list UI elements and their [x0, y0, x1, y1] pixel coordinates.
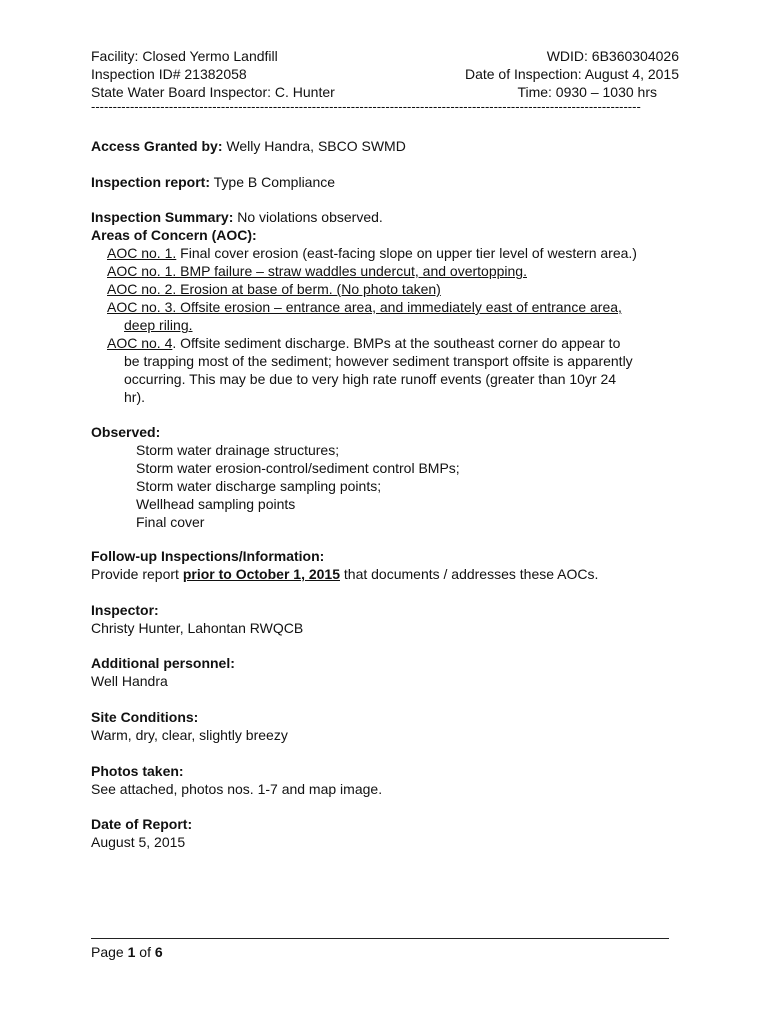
report-date-label: Date of Report:: [91, 816, 193, 832]
page-current: 1: [127, 944, 136, 960]
page-of: of: [135, 944, 155, 960]
aoc-item-5-cont3: hr).: [124, 389, 145, 405]
aoc-item-4-cont: deep riling.: [124, 317, 193, 333]
report-label: Inspection report:: [91, 174, 211, 190]
aoc-item-5-text: . Offsite sediment discharge. BMPs at the southeast corner do appear to: [172, 335, 621, 351]
inspector-value: Christy Hunter, Lahontan RWQCB: [91, 620, 304, 636]
access-label: Access Granted by:: [91, 138, 223, 154]
footer-divider: [91, 938, 669, 939]
aoc-item-5-prefix: AOC no. 4: [107, 335, 173, 351]
header-row-2: [91, 65, 679, 83]
report-date-value: August 5, 2015: [91, 834, 186, 850]
aoc-item-3: AOC no. 2. Erosion at base of berm. (No photo taken): [107, 281, 441, 297]
inspection-id: Inspection ID# 21382058: [91, 66, 247, 82]
observed-item: Storm water drainage structures;: [136, 442, 340, 458]
aoc-item-5-cont2: occurring. This may be due to very high rate runoff events (greater than 10yr 24: [124, 371, 617, 387]
photos-value: See attached, photos nos. 1-7 and map image.: [91, 781, 383, 797]
inspector-name: State Water Board Inspector: C. Hunter: [91, 84, 335, 100]
facility-label: Facility: Closed Yermo Landfill: [91, 48, 278, 64]
access-value: Welly Handra, SBCO SWMD: [222, 138, 406, 154]
photos-label: Photos taken:: [91, 763, 184, 779]
observed-item: Storm water erosion-control/sediment control BMPs;: [136, 460, 460, 476]
aoc-item-4-line: AOC no. 3. Offsite erosion – entrance area, and immediately east of entrance area,: [107, 299, 622, 315]
report-value: Type B Compliance: [210, 174, 336, 190]
inspection-summary: [91, 208, 691, 226]
followup-deadline: prior to October 1, 2015: [182, 566, 340, 582]
inspector-label: Inspector:: [91, 602, 159, 618]
aoc-item-1-prefix: AOC no. 1.: [107, 245, 177, 261]
inspection-report: [91, 173, 691, 191]
aoc-item-5: [107, 334, 687, 406]
conditions-label: Site Conditions:: [91, 709, 199, 725]
observed-item: Wellhead sampling points: [136, 496, 296, 512]
observed-item: Final cover: [136, 514, 205, 530]
header-divider: -------------------------------------------------------------------------------------------------------------------------------: [91, 100, 641, 114]
aoc-item-1: [107, 244, 687, 262]
aoc-item-1-text: Final cover erosion (east-facing slope on upper tier level of western area.): [176, 245, 637, 261]
page-number: [91, 943, 163, 961]
aoc-heading: Areas of Concern (AOC):: [91, 227, 257, 243]
aoc-item-5-cont1: be trapping most of the sediment; however sediment transport offsite is apparently: [124, 353, 633, 369]
page-total: 6: [154, 944, 163, 960]
aoc-item-4: [107, 298, 687, 334]
conditions-value: Warm, dry, clear, slightly breezy: [91, 727, 288, 743]
followup-label: Follow-up Inspections/Information:: [91, 548, 325, 564]
header-row-1: [91, 47, 679, 65]
personnel-value: Well Handra: [91, 673, 168, 689]
observed-item: Storm water discharge sampling points;: [136, 478, 382, 494]
date-of-inspection: Date of Inspection: August 4, 2015: [464, 66, 679, 82]
summary-value: No violations observed.: [233, 209, 383, 225]
summary-label: Inspection Summary:: [91, 209, 234, 225]
followup-pre: Provide report: [91, 566, 183, 582]
followup-post: that documents / addresses these AOCs.: [340, 566, 599, 582]
inspection-time: Time: 0930 – 1030 hrs: [517, 84, 657, 100]
personnel-label: Additional personnel:: [91, 655, 235, 671]
followup-text: [91, 565, 691, 583]
access-granted: [91, 137, 691, 155]
observed-label: Observed:: [91, 424, 161, 440]
header-row-3: [91, 83, 679, 101]
page-word: Page: [91, 944, 128, 960]
wdid-label: WDID: 6B360304026: [546, 48, 679, 64]
aoc-item-2: AOC no. 1. BMP failure – straw waddles undercut, and overtopping.: [107, 263, 527, 279]
